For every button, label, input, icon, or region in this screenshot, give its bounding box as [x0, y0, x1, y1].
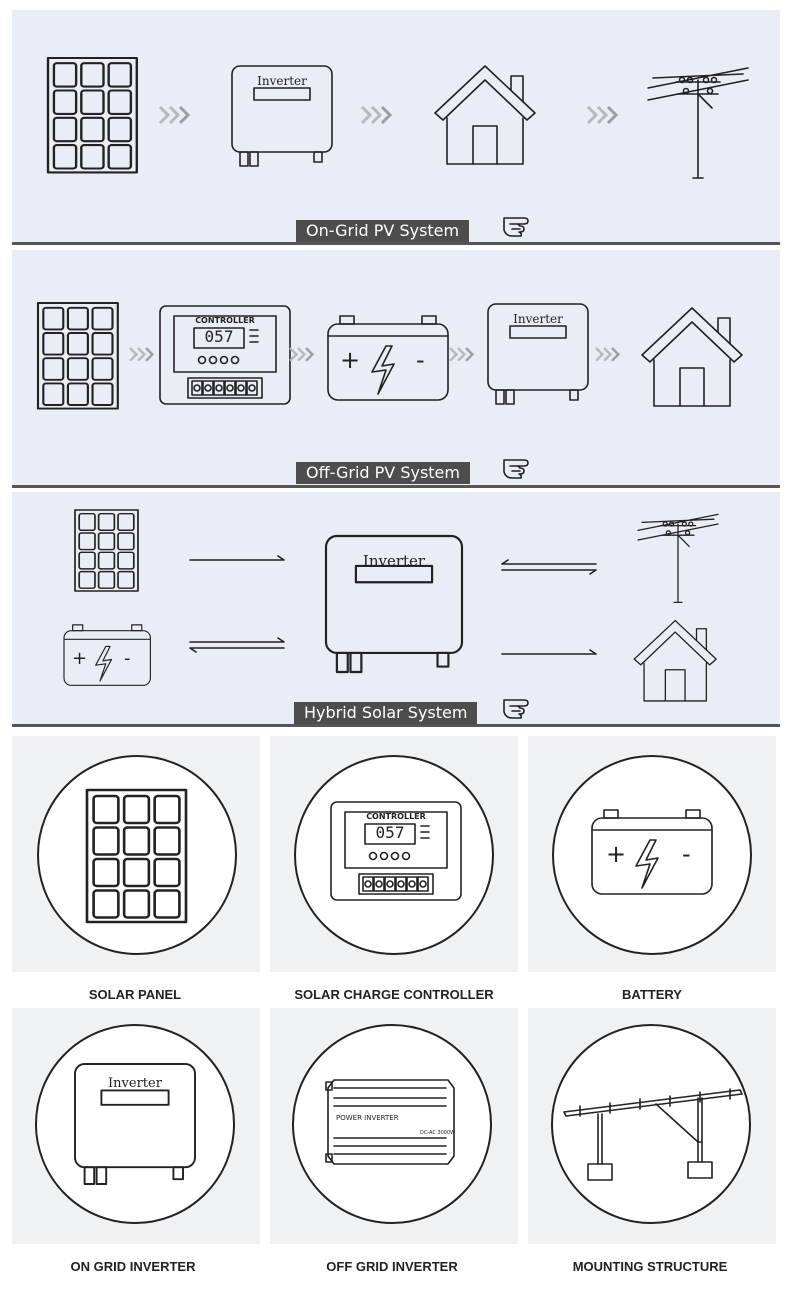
- component-caption: BATTERY: [622, 987, 682, 1002]
- component-caption: OFF GRID INVERTER: [326, 1259, 458, 1274]
- battery-minus: -: [416, 346, 425, 374]
- on-grid-label: On-Grid PV System: [296, 220, 469, 242]
- arrow-right-icon: [500, 646, 600, 666]
- chevron-arrows-icon: [596, 348, 636, 368]
- inverter-label: Inverter: [362, 552, 426, 570]
- chevron-arrows-icon: [588, 107, 628, 127]
- display-readout: 057: [375, 823, 405, 842]
- component-caption: ON GRID INVERTER: [70, 1259, 196, 1274]
- component-caption: MOUNTING STRUCTURE: [572, 1259, 728, 1274]
- battery-minus: -: [682, 840, 691, 868]
- pointing-hand-icon: [502, 694, 534, 722]
- chevron-arrows-icon: [160, 107, 200, 127]
- arrow-bidirectional-icon: [188, 638, 288, 658]
- off-grid-label: Off-Grid PV System: [296, 462, 470, 484]
- arrow-bidirectional-icon: [500, 560, 600, 580]
- chevron-arrows-icon: [450, 348, 490, 368]
- controller-label: CONTROLLER: [195, 316, 255, 325]
- solar-panel-icon: [48, 58, 138, 174]
- battery-plus: +: [72, 648, 88, 669]
- pointing-hand-icon: [502, 454, 534, 482]
- house-icon: [425, 58, 555, 173]
- house-icon: [626, 614, 736, 704]
- component-caption: SOLAR CHARGE CONTROLLER: [294, 987, 494, 1002]
- power-inverter-title: POWER INVERTER: [336, 1114, 399, 1122]
- divider: [12, 485, 780, 488]
- divider: [12, 724, 780, 727]
- solar-panel-icon: [87, 790, 187, 925]
- house-icon: [632, 300, 762, 415]
- inverter-label: Inverter: [513, 312, 563, 326]
- battery-minus: -: [124, 648, 131, 669]
- inverter-label: Inverter: [108, 1076, 162, 1091]
- power-inverter-icon: [326, 1076, 456, 1171]
- hybrid-label: Hybrid Solar System: [294, 702, 477, 724]
- chevron-arrows-icon: [362, 107, 402, 127]
- utility-pole-icon: [638, 508, 738, 603]
- mounting-structure-icon: [560, 1086, 750, 1186]
- utility-pole-icon: [648, 60, 748, 182]
- pointing-hand-icon: [502, 212, 534, 240]
- solar-panel-icon: [75, 510, 145, 595]
- battery-plus: +: [606, 840, 627, 868]
- arrow-right-icon: [188, 552, 288, 572]
- display-readout: 057: [204, 327, 234, 346]
- solar-panel-icon: [38, 303, 128, 413]
- battery-plus: +: [340, 346, 361, 374]
- inverter-label: Inverter: [257, 74, 307, 88]
- component-caption: SOLAR PANEL: [88, 987, 182, 1002]
- divider: [12, 242, 780, 245]
- power-inverter-model: DC-AC 3000W: [420, 1130, 456, 1136]
- chevron-arrows-icon: [290, 348, 330, 368]
- controller-label: CONTROLLER: [366, 812, 426, 821]
